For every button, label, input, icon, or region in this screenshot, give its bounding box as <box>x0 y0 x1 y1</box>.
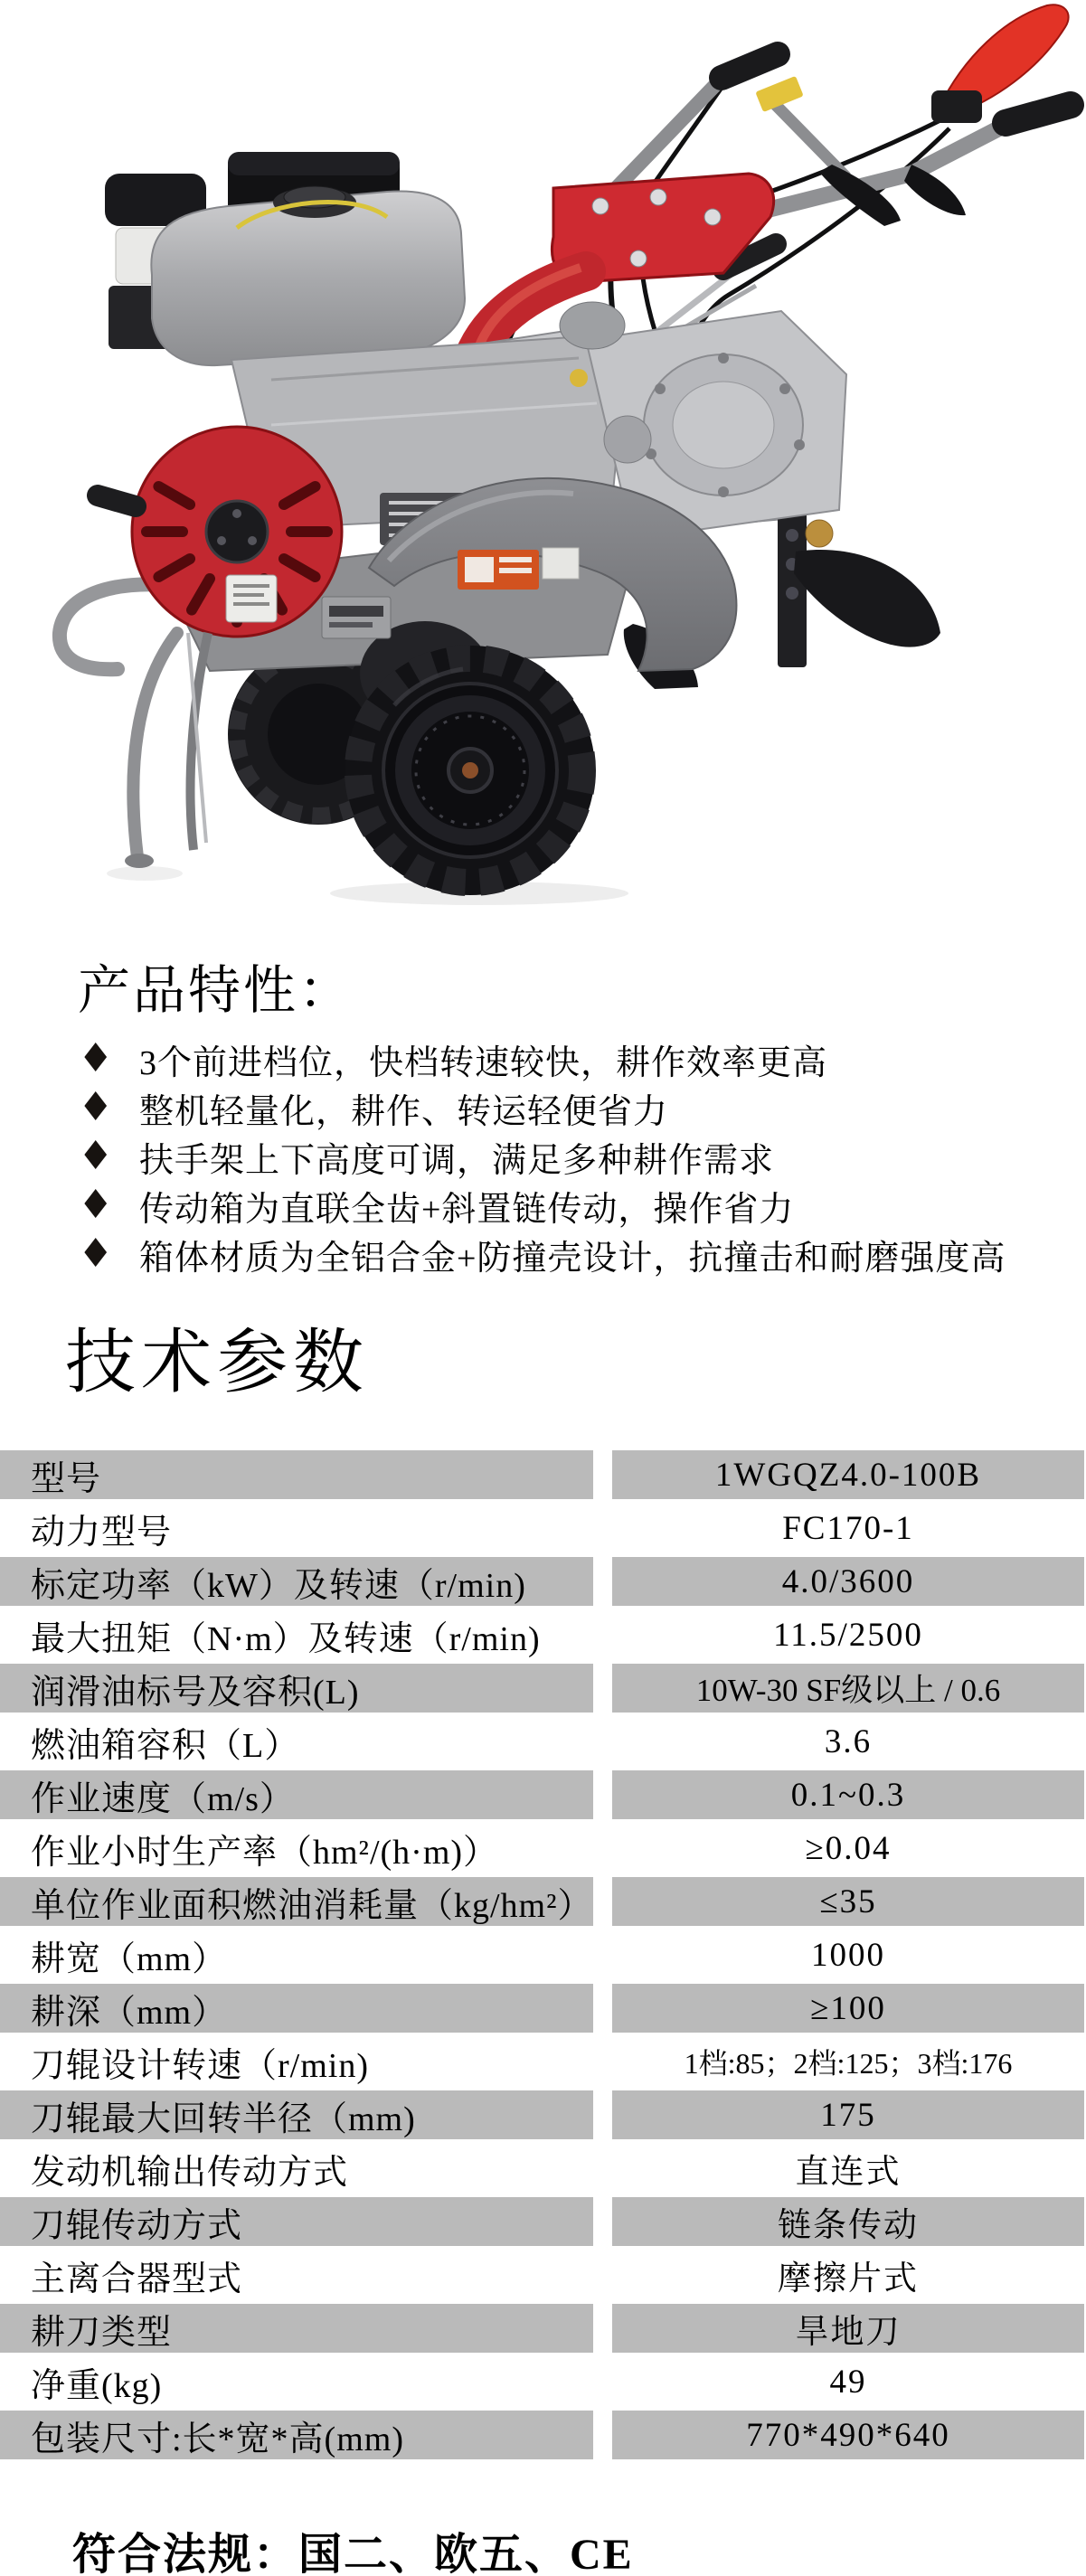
spec-value: 49 <box>829 2363 867 2401</box>
spec-label: 作业小时生产率（hm²/(h·m)） <box>31 1833 499 1872</box>
left-hand-grip <box>722 54 778 78</box>
spec-label: 型号 <box>0 1450 593 1499</box>
spec-value: 1WGQZ4.0-100B <box>612 1450 1084 1499</box>
spec-value: ≥100 <box>612 1984 1084 2033</box>
feature-text: 箱体材质为全铝合金+防撞壳设计，抗撞击和耐磨强度高 <box>139 1239 1006 1278</box>
spec-value: 3.6 <box>824 1722 873 1760</box>
spec-value: 0.1~0.3 <box>612 1770 1084 1819</box>
features-list <box>78 1034 1072 1279</box>
spec-label: 润滑油标号及容积(L) <box>0 1664 593 1713</box>
spec-value: 10W-30 SF级以上 / 0.6 <box>612 1664 1084 1713</box>
feature-item <box>78 1034 1072 1083</box>
pull-start-handle <box>98 495 136 506</box>
feature-item <box>78 1181 1072 1230</box>
spec-row-net-weight <box>0 2357 1086 2406</box>
spec-label: 动力型号 <box>31 1513 173 1552</box>
spec-value: FC170-1 <box>782 1509 914 1547</box>
kickstand <box>125 633 208 868</box>
feature-text: 3个前进档位，快档转速较快，耕作效率更高 <box>139 1043 828 1082</box>
spec-value: 直连式 <box>795 2154 902 2191</box>
lever-clamp <box>931 90 982 123</box>
spec-row-working-speed <box>0 1770 1086 1819</box>
spec-label: 标定功率（kW）及转速（r/min) <box>0 1557 593 1606</box>
spec-value: ≥0.04 <box>805 1829 892 1867</box>
brand-label <box>226 575 277 622</box>
compliance-text: 符合法规：国二、欧五、CE <box>72 2531 634 2576</box>
spec-row-hourly-productivity <box>0 1824 1086 1873</box>
diamond-bullet-icon: ♦ <box>78 1035 114 1081</box>
spec-row-lube-oil <box>0 1664 1086 1713</box>
spec-value: 175 <box>612 2090 1084 2139</box>
dipstick <box>570 369 588 387</box>
feature-text: 传动箱为直联全齿+斜置链传动，操作省力 <box>139 1190 795 1229</box>
tiller-illustration <box>0 0 1086 918</box>
spec-label: 耕深（mm） <box>0 1984 593 2033</box>
spec-value: 770*490*640 <box>612 2411 1084 2459</box>
axle-cap <box>462 762 478 778</box>
spec-label: 刀辊最大回转半径（mm) <box>0 2090 593 2139</box>
spec-value: 1档:85；2档:125；3档:176 <box>684 2047 1013 2080</box>
product-photo <box>0 0 1086 918</box>
spec-row-blade-speed <box>0 2037 1086 2086</box>
right-hand-grip <box>1006 105 1071 123</box>
spec-row-max-torque <box>0 1610 1086 1659</box>
spec-row-blade-radius <box>0 2090 1086 2139</box>
warning-sticker-white <box>543 548 579 579</box>
spec-row-clutch-type <box>0 2250 1086 2299</box>
spec-value: 4.0/3600 <box>612 1557 1084 1606</box>
diamond-bullet-icon: ♦ <box>78 1182 114 1228</box>
black-lever-right <box>904 165 966 215</box>
spec-label: 最大扭矩（N·m）及转速（r/min) <box>31 1619 541 1658</box>
spec-row-fuel-consumption <box>0 1877 1086 1926</box>
diamond-bullet-icon: ♦ <box>78 1231 114 1277</box>
spec-label: 包装尺寸:长*宽*高(mm) <box>0 2411 593 2459</box>
spec-row-model <box>0 1450 1086 1499</box>
spec-row-blade-type <box>0 2304 1086 2353</box>
spec-row-blade-drive <box>0 2197 1086 2246</box>
diamond-bullet-icon: ♦ <box>78 1133 114 1179</box>
specs-heading: 技术参数 <box>65 1323 370 1401</box>
spec-row-tilling-depth <box>0 1984 1086 2033</box>
spec-label: 耕刀类型 <box>0 2304 593 2353</box>
spec-row-tilling-width <box>0 1930 1086 1979</box>
spec-label: 刀辊设计转速（r/min) <box>31 2046 369 2085</box>
spec-row-output-drive <box>0 2144 1086 2193</box>
spec-value: 链条传动 <box>612 2197 1084 2246</box>
spec-row-package-size <box>0 2411 1086 2459</box>
spec-value: 1000 <box>811 1936 885 1974</box>
front-wheel <box>345 646 595 895</box>
spec-label: 燃油箱容积（L） <box>31 1726 300 1765</box>
spec-label: 刀辊传动方式 <box>0 2197 593 2246</box>
spec-value: 11.5/2500 <box>773 1616 923 1654</box>
feature-item <box>78 1230 1072 1279</box>
feature-item <box>78 1083 1072 1132</box>
serial-plate <box>322 597 391 638</box>
spec-value: ≤35 <box>612 1877 1084 1926</box>
spec-label: 耕宽（mm） <box>31 1939 228 1978</box>
kickstand-foot <box>125 854 154 868</box>
spec-label: 发动机输出传动方式 <box>31 2153 349 2192</box>
drain-bolt <box>806 520 833 547</box>
spec-label: 净重(kg) <box>31 2366 163 2405</box>
spec-label: 单位作业面积燃油消耗量（kg/hm²） <box>0 1877 593 1926</box>
diamond-bullet-icon: ♦ <box>78 1084 114 1130</box>
spec-row-fuel-tank <box>0 1717 1086 1766</box>
spec-label: 作业速度（m/s） <box>0 1770 593 1819</box>
spec-value: 摩擦片式 <box>778 2260 919 2298</box>
spec-row-engine-model <box>0 1504 1086 1552</box>
spec-row-rated-power <box>0 1557 1086 1606</box>
stand-shadow <box>107 866 183 881</box>
feature-text: 扶手架上下高度可调，满足多种耕作需求 <box>139 1141 775 1180</box>
feature-item <box>78 1132 1072 1181</box>
spec-value: 旱地刀 <box>612 2304 1084 2353</box>
features-heading: 产品特性： <box>78 961 354 1020</box>
specs-table <box>0 1450 1086 2464</box>
feature-text: 整机轻量化，耕作、转运轻便省力 <box>139 1092 669 1131</box>
recoil-starter <box>98 427 342 637</box>
spec-label: 主离合器型式 <box>31 2260 243 2298</box>
